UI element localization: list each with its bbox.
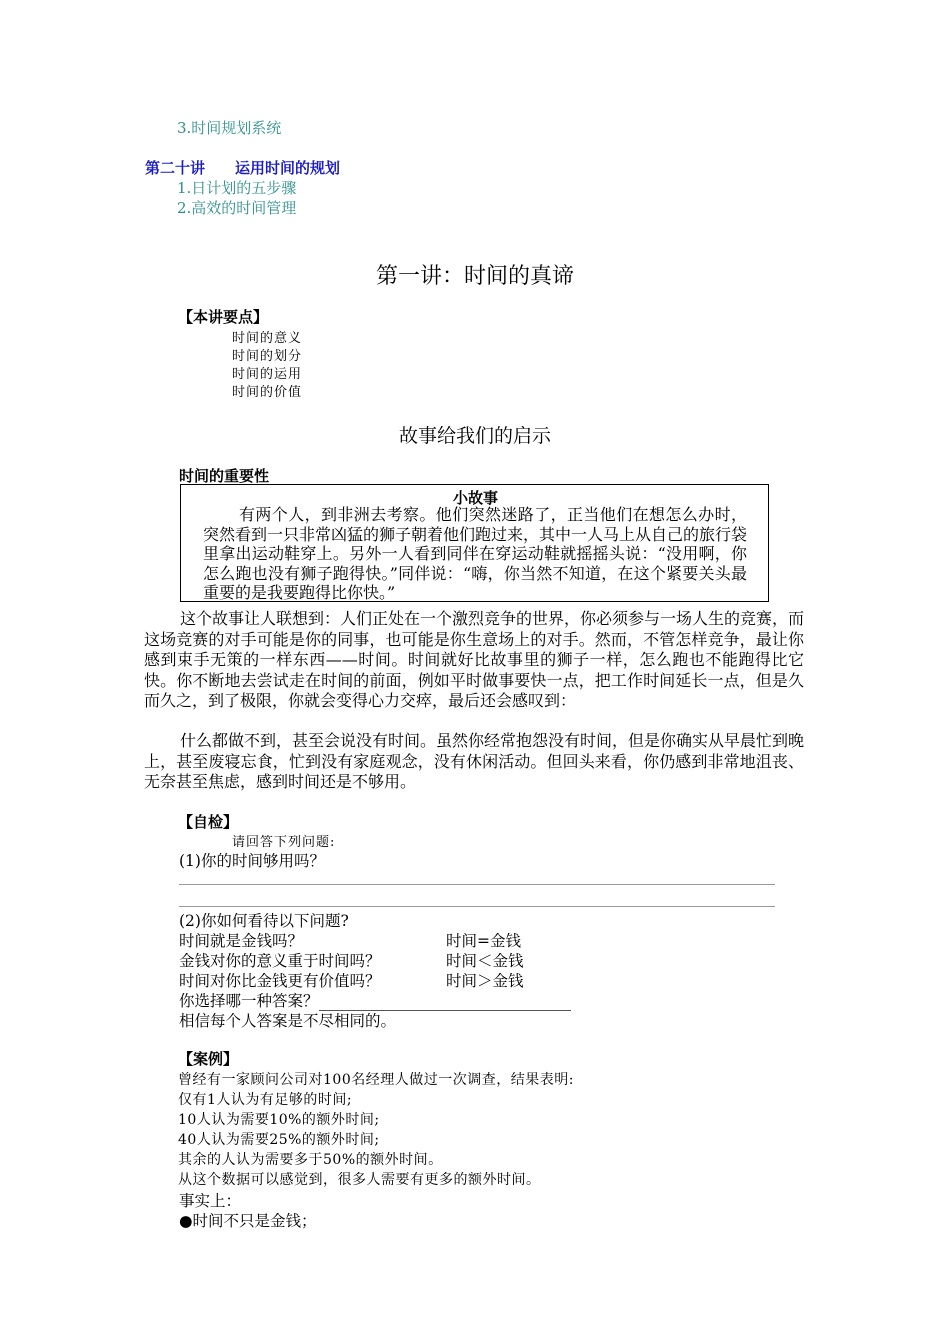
toc-lecture20-heading: 第二十讲 运用时间的规划 <box>145 159 341 177</box>
case-line-4: 40人认为需要25%的额外时间; <box>178 1132 380 1148</box>
key-points-label: 【本讲要点】 <box>178 308 269 326</box>
story-box <box>180 484 769 602</box>
toc-item-3: 3.时间规划系统 <box>177 119 282 137</box>
answer-line-1[interactable] <box>179 884 775 885</box>
option-answer-3: 时间＞金钱 <box>446 972 524 990</box>
story-title: 小故事 <box>452 489 498 507</box>
option-answer-1: 时间=金钱 <box>446 932 521 950</box>
bullet-item: ●时间不只是金钱； <box>179 1212 317 1230</box>
key-point-4: 时间的价值 <box>232 385 303 400</box>
choice-row <box>179 989 571 1011</box>
option-question-1: 时间就是金钱吗？ <box>179 932 304 950</box>
key-point-1: 时间的意义 <box>232 331 303 346</box>
paragraph-2: 什么都做不到，甚至会说没有时间。虽然你经常抱怨没有时间，但是你确实从早晨忙到晚上，甚至废寝忘食，忙到没有家庭观念，没有休闲活动。但回头来看，你仍感到非常地沮丧、无奈甚至焦虑，感到时间还是不够用。 <box>144 731 805 791</box>
story-text: 有两个人，到非洲去考察。他们突然迷路了，正当他们在想怎么办时，突然看到一只非常凶猛的狮子朝着他们跑过来，其中一人马上从自己的旅行袋里拿出运动鞋穿上。另外一人看到同伴在穿运动鞋就摇摇头说：“没用啊，你怎么跑也没有狮子跑得快。”同伴说：“嗨，你当然不知道，在这个紧要关头最重要的是我要跑得比你快。” <box>203 505 748 602</box>
option-question-2: 金钱对你的意义重于时间吗？ <box>179 952 381 970</box>
question-2: (2)你如何看待以下问题? <box>179 912 349 930</box>
case-line-3: 10人认为需要10%的额外时间; <box>178 1112 380 1128</box>
self-check-label: 【自检】 <box>178 813 239 831</box>
page-title: 第一讲：时间的真谛 <box>375 264 574 289</box>
case-line-5: 其余的人认为需要多于50%的额外时间。 <box>178 1152 443 1168</box>
case-line-2: 仅有1人认为有足够的时间; <box>178 1092 353 1108</box>
key-point-2: 时间的划分 <box>232 349 303 364</box>
toc-lecture20-item-2: 2.高效的时间管理 <box>177 199 297 217</box>
option-answer-2: 时间＜金钱 <box>446 952 524 970</box>
choice-prompt: 你选择哪一种答案？ <box>179 992 319 1010</box>
case-line-6: 从这个数据可以感觉到，很多人需要有更多的额外时间。 <box>178 1172 541 1188</box>
self-check-instruction: 请回答下列问题: <box>232 835 336 850</box>
key-point-3: 时间的运用 <box>232 367 303 382</box>
self-check-closing: 相信每个人答案是不尽相同的。 <box>179 1012 397 1030</box>
toc-lecture20-item-1: 1.日计划的五步骤 <box>177 179 297 197</box>
fact-label: 事实上： <box>179 1192 242 1210</box>
importance-label: 时间的重要性 <box>179 467 270 485</box>
section-title: 故事给我们的启示 <box>398 425 551 447</box>
paragraph-1: 这个故事让人联想到：人们正处在一个激烈竞争的世界，你必须参与一场人生的竞赛，而这场竞赛的对手可能是你的同事，也可能是你生意场上的对手。然而，不管怎样竞争，最让你感到束手无策的一样东西——时间。时间就好比故事里的狮子一样，怎么跑也不能跑得比它快。你不断地去尝试走在时间的前面，例如平时做事要快一点，把工作时间延长一点，但是久而久之，到了极限，你就会变得心力交瘁，最后还会感叹到： <box>144 609 805 710</box>
question-1: (1)你的时间够用吗？ <box>179 852 325 870</box>
case-line-1: 曾经有一家顾问公司对100名经理人做过一次调查，结果表明: <box>178 1072 574 1088</box>
answer-line-2[interactable] <box>179 906 775 907</box>
option-question-3: 时间对你比金钱更有价值吗？ <box>179 972 381 990</box>
case-label: 【案例】 <box>178 1050 239 1068</box>
